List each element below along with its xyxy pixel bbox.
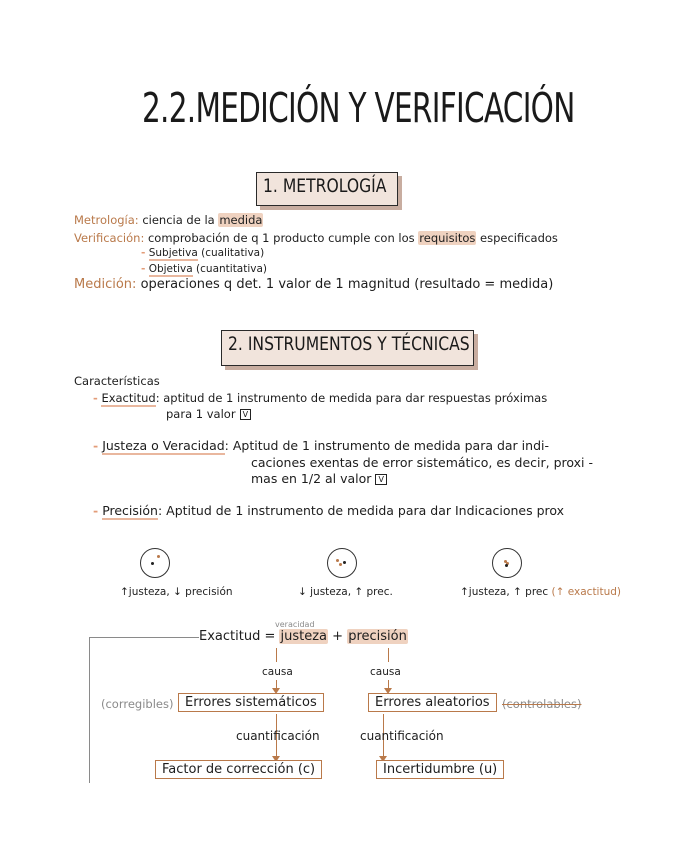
label-cuantificacion: cuantificación — [236, 729, 320, 743]
box-factor-correccion: Factor de corrección (c) — [155, 760, 322, 779]
term-medicion: Medición — [74, 277, 133, 292]
definition-metrologia: Metrología: ciencia de la medida — [74, 213, 263, 227]
target-icon — [492, 548, 522, 578]
definition-text: ciencia de la — [142, 213, 215, 227]
term-justeza: justeza — [280, 629, 327, 644]
section-heading-label: 1. METROLOGÍA — [263, 175, 387, 197]
box-errores-aleatorios: Errores aleatorios — [368, 693, 497, 712]
definition-medicion: Medición: operaciones q det. 1 valor de 1 magnitud (resultado = medida) — [74, 277, 554, 292]
highlight-medida: medida — [219, 213, 263, 227]
term-metrologia: Metrología — [74, 213, 135, 227]
value-box: V — [375, 474, 386, 485]
term-justeza: Justeza o Veracidad — [102, 438, 225, 453]
justeza-line3: mas en 1/2 al valor V — [251, 471, 387, 486]
target-label: ↓ justeza, ↑ prec. — [298, 586, 393, 598]
bracket-line — [89, 637, 199, 638]
term-precision: precisión — [348, 629, 407, 644]
dot-icon — [157, 555, 160, 558]
note-controlables: (controlables) — [502, 697, 582, 711]
dot-icon — [151, 562, 154, 565]
highlight-requisitos: requisitos — [419, 231, 476, 245]
dot-icon — [343, 561, 346, 564]
definition-text: comprobación de q 1 producto cumple con los — [147, 231, 415, 245]
bullet-icon: - — [141, 247, 146, 259]
bullet-icon: - — [93, 503, 99, 518]
connector-line — [388, 648, 389, 662]
box-incertidumbre: Incertidumbre (u) — [376, 760, 504, 779]
definition-verificacion: Verificación: comprobación de q 1 producto cumple con los requisitos especificados — [74, 231, 558, 245]
value-box: V — [240, 409, 251, 420]
term-objetiva: Objetiva — [148, 263, 193, 275]
dot-icon — [339, 563, 342, 566]
equation — [199, 629, 408, 644]
definition-text: operaciones q det. 1 valor de 1 magnitud (resultado = medida) — [140, 277, 554, 292]
box-errores-sistematicos: Errores sistemáticos — [178, 693, 324, 712]
list-item-objetiva: - Objetiva (cuantitativa) — [141, 263, 268, 275]
equation-left: Exactitud = — [199, 629, 276, 644]
term-verificacion: Verificación — [74, 231, 141, 245]
target-label: ↑justeza, ↑ prec (↑ exactitud) — [460, 586, 622, 598]
section-heading-instrumentos — [221, 330, 474, 366]
section-heading-label: 2. INSTRUMENTOS Y TÉCNICAS — [228, 333, 470, 355]
connector-line — [276, 648, 277, 662]
target-label: ↑justeza, ↓ precisión — [120, 586, 233, 598]
list-item-justeza: - Justeza o Veracidad: Aptitud de 1 instrumento de medida para dar indi- — [93, 438, 549, 453]
bullet-icon: - — [93, 438, 99, 453]
note-veracidad: veracidad — [275, 620, 315, 629]
term-precision: Precisión — [102, 503, 158, 518]
term-exactitud: Exactitud — [101, 391, 156, 405]
label-caracteristicas: Características — [74, 374, 160, 388]
target-icon — [140, 548, 170, 578]
plus-sign: + — [332, 629, 344, 644]
list-item-exactitud: - Exactitud: aptitud de 1 instrumento de medida para dar respuestas próximas — [93, 391, 548, 405]
label-causa: causa — [370, 666, 401, 678]
target-extra: (↑ exactitud) — [551, 586, 622, 598]
section-heading-metrologia — [256, 172, 398, 206]
note-corregibles: (corregibles) — [101, 697, 174, 711]
justeza-line2: caciones exentas de error sistemático, es decir, proxi - — [251, 455, 594, 470]
target-icon — [327, 548, 357, 578]
list-item-subjetiva: - Subjetiva (cualitativa) — [141, 247, 265, 259]
dot-icon — [336, 559, 339, 562]
exactitud-line2: para 1 valor V — [166, 407, 251, 421]
bullet-icon: - — [141, 263, 146, 275]
bullet-icon: - — [93, 391, 98, 405]
dot-icon — [505, 564, 508, 567]
bracket-line — [89, 637, 90, 783]
term-subjetiva: Subjetiva — [148, 247, 198, 259]
label-causa: causa — [262, 666, 293, 678]
page-title: 2.2.MEDICIÓN Y VERIFICACIÓN — [142, 84, 575, 132]
list-item-precision: - Precisión: Aptitud de 1 instrumento de medida para dar Indicaciones prox — [93, 503, 565, 518]
label-cuantificacion: cuantificación — [360, 729, 444, 743]
